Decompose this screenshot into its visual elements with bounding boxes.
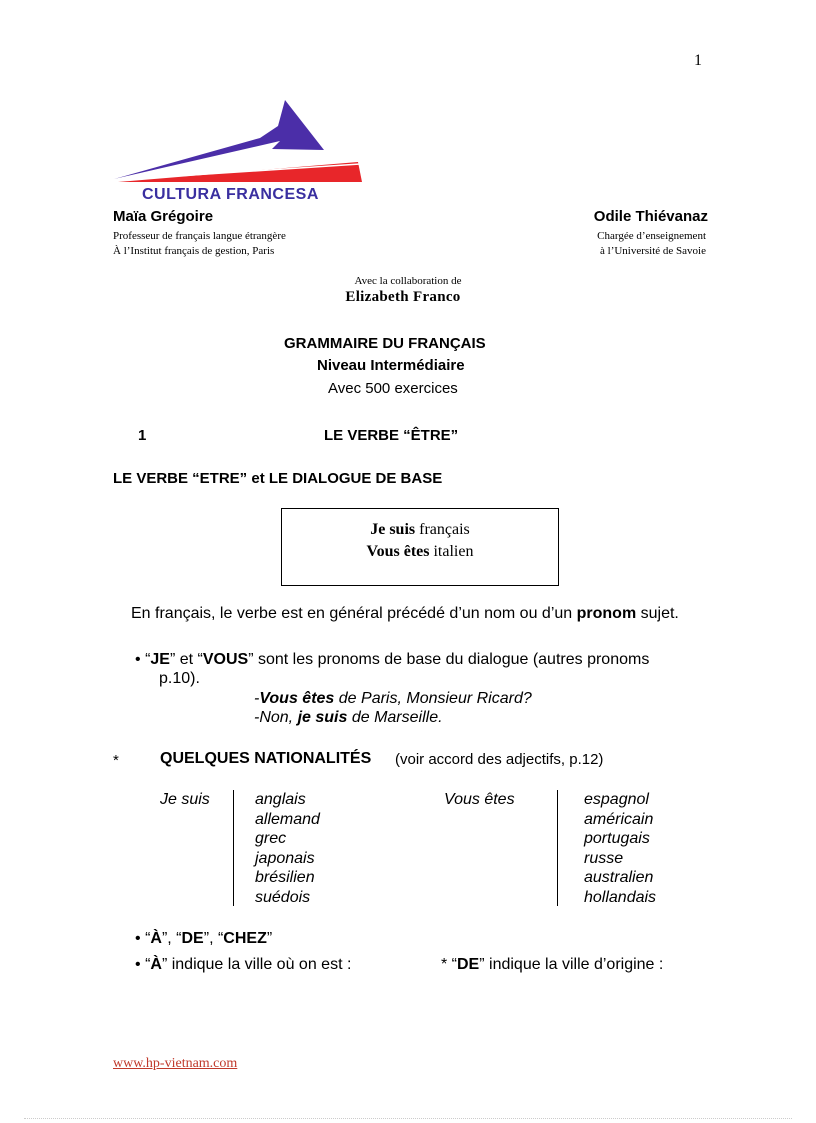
example-line-1-verb: Je suis: [370, 521, 416, 538]
de-usage-pre: * “: [441, 956, 457, 973]
prep-a: À: [150, 930, 162, 947]
example-dialogue-2: [254, 709, 443, 727]
de-usage: [441, 956, 663, 974]
prep-de: DE: [457, 956, 480, 973]
dialogue-2-rest: de Marseille.: [347, 709, 443, 726]
divider-right: [557, 790, 558, 906]
nationalities-star: *: [113, 752, 119, 769]
dash: -: [254, 690, 260, 707]
intro-before: En français, le verbe est en général précédé d’un nom ou d’un: [131, 605, 577, 622]
example-line-1-rest: français: [415, 521, 470, 538]
bullet-a-usage: [135, 956, 351, 974]
dialogue-2-pre: -Non,: [254, 709, 298, 726]
example-line-2: [282, 541, 558, 563]
list-item: australien: [584, 869, 654, 886]
chapter-title: LE VERBE “ÊTRE”: [324, 427, 459, 444]
a-usage-text: ” indique la ville où on est :: [161, 956, 352, 973]
bullet-dot-icon: •: [135, 651, 141, 668]
author-left-name: Maïa Grégoire: [113, 208, 214, 225]
list-item: hollandais: [584, 888, 657, 906]
list-item: portugais: [584, 830, 650, 847]
list-item: américain: [584, 810, 654, 828]
prep-a: À: [150, 956, 162, 973]
logo-text: CULTURA FRANCESA: [142, 186, 319, 203]
pronoun-vous: VOUS: [202, 651, 249, 668]
quote-mark: “: [145, 930, 151, 947]
nationalities-left-list: [255, 790, 320, 907]
intro-after: sujet.: [636, 605, 679, 622]
author-left-line2: À l’Institut français de gestion, Paris: [113, 245, 275, 257]
pronoun-je: JE: [150, 651, 170, 668]
author-right-name: Odile Thiévanaz: [593, 208, 708, 225]
quote-mark: “: [145, 956, 151, 973]
example-box: [281, 508, 559, 586]
list-item: grec: [255, 830, 287, 847]
example-line-2-rest: italien: [429, 543, 474, 560]
dialogue-2-verb: je suis: [297, 709, 348, 726]
section-heading: LE VERBE “ETRE” et LE DIALOGUE DE BASE: [113, 470, 443, 487]
label-je-suis: Je suis: [160, 791, 210, 808]
book-level: Niveau Intermédiaire: [317, 357, 465, 374]
nationalities-right-list: [584, 790, 656, 907]
intro-paragraph: [131, 605, 679, 623]
list-item: anglais: [255, 791, 306, 808]
author-right-line1: Chargée d’enseignement: [597, 230, 706, 242]
nationalities-heading: QUELQUES NATIONALITÉS: [160, 750, 372, 767]
list-item: japonais: [255, 849, 315, 867]
intro-bold: pronom: [576, 605, 637, 622]
de-usage-text: ” indique la ville d’origine :: [479, 956, 664, 973]
page-number: 1: [694, 52, 702, 69]
author-right-line2: à l’Université de Savoie: [600, 245, 706, 257]
prep-de: DE: [181, 930, 204, 947]
dialogue-1-verb: Vous êtes: [259, 690, 335, 707]
dialogue-1-rest: de Paris, Monsieur Ricard?: [334, 690, 532, 707]
cultura-francesa-logo: [110, 98, 370, 210]
bullet1-rest: ” sont les pronoms de base du dialogue (autres pronoms: [248, 651, 650, 668]
list-item: russe: [584, 849, 624, 867]
quote-mark: ”: [266, 930, 273, 947]
prep-chez: CHEZ: [223, 930, 267, 947]
label-vous-etes: Vous êtes: [444, 791, 515, 808]
sep: ”, “: [203, 930, 224, 947]
list-item: brésilien: [255, 869, 315, 886]
example-dialogue-1: [254, 690, 532, 708]
list-item: suédois: [255, 888, 311, 906]
quote-mark: “: [145, 651, 151, 668]
bullet1-mid: ” et “: [169, 651, 203, 668]
footer-website-link[interactable]: www.hp-vietnam.com: [113, 1056, 238, 1071]
divider-left: [233, 790, 234, 906]
list-item: espagnol: [584, 791, 649, 808]
author-left-line1: Professeur de français langue étrangère: [113, 230, 286, 242]
book-title: GRAMMAIRE DU FRANÇAIS: [284, 335, 486, 352]
bullet-pronouns: [135, 651, 649, 669]
sep: ”, “: [161, 930, 182, 947]
bullet-prepositions: [135, 930, 272, 948]
page-bottom-rule: [24, 1118, 792, 1119]
nationalities-note: (voir accord des adjectifs, p.12): [395, 751, 604, 768]
example-line-2-verb: Vous êtes: [366, 543, 430, 560]
chapter-number: 1: [138, 427, 147, 444]
collaboration-label: Avec la collaboration de: [354, 275, 462, 287]
bullet-dot-icon: •: [135, 930, 141, 947]
book-subtitle: Avec 500 exercices: [328, 380, 458, 397]
collaboration-name: Elizabeth Franco: [345, 289, 461, 305]
bullet1-continuation: p.10).: [159, 670, 200, 687]
example-line-1: [282, 519, 558, 541]
bullet-dot-icon: •: [135, 956, 141, 973]
list-item: allemand: [255, 810, 320, 828]
